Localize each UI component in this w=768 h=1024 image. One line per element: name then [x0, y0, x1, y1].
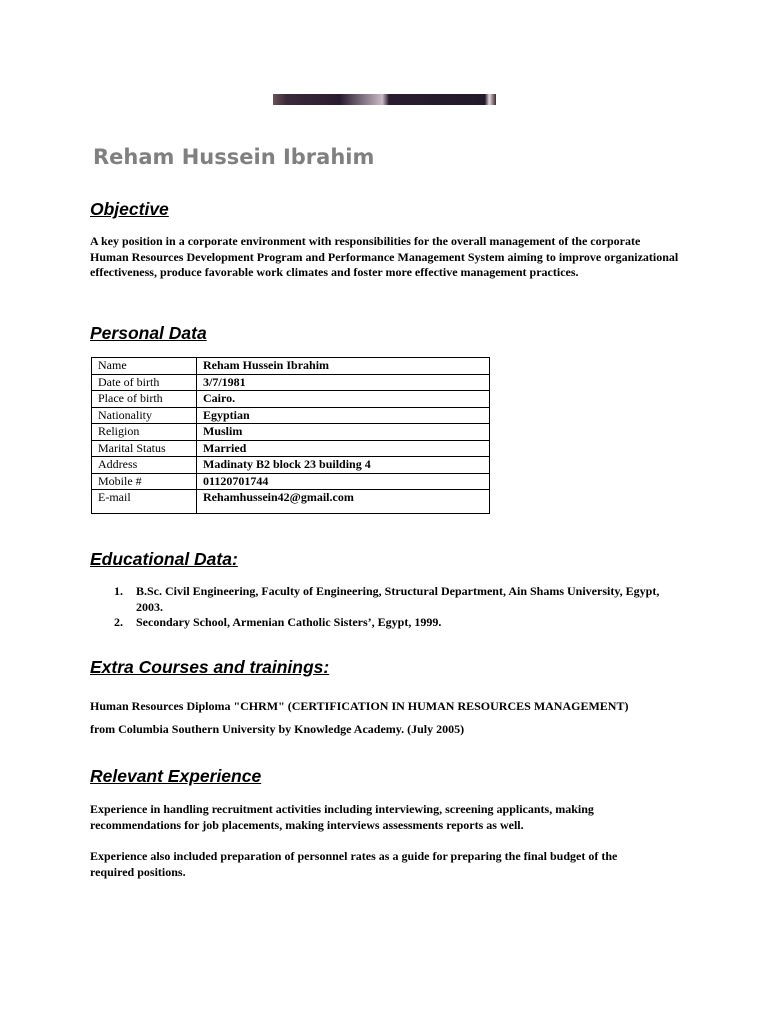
list-item — [90, 584, 660, 615]
row-label: Address — [92, 457, 197, 474]
experience-heading: Relevant Experience — [90, 766, 262, 786]
list-text: B.Sc. Civil Engineering, Faculty of Engineering, Structural Department, Ain Shams University, Egypt, 2003. — [136, 584, 660, 614]
row-value: 01120701744 — [197, 473, 490, 490]
row-label: Place of birth — [92, 391, 197, 408]
row-label: Mobile # — [92, 473, 197, 490]
list-number: 2. — [114, 615, 123, 629]
table-row — [92, 358, 490, 375]
row-label: E-mail — [92, 490, 197, 514]
row-value: Rehamhussein42@gmail.com — [197, 490, 490, 514]
row-value: Muslim — [197, 424, 490, 441]
table-row — [92, 490, 490, 514]
objective-heading: Objective — [90, 199, 169, 219]
table-row — [92, 424, 490, 441]
table-row — [92, 391, 490, 408]
experience-text-2: Experience also included preparation of personnel rates as a guide for preparing the final budget of the required positions. — [90, 849, 618, 879]
profile-photo — [273, 94, 496, 105]
row-value: 3/7/1981 — [197, 374, 490, 391]
table-row — [92, 473, 490, 490]
table-row — [92, 457, 490, 474]
list-number: 1. — [114, 584, 123, 598]
row-value: Reham Hussein Ibrahim — [197, 358, 490, 375]
candidate-name: Reham Hussein Ibrahim — [93, 145, 375, 169]
education-heading: Educational Data: — [90, 549, 238, 569]
personal-data-table — [91, 357, 490, 514]
row-label: Religion — [92, 424, 197, 441]
courses-line-1: Human Resources Diploma "CHRM" (CERTIFICATION IN HUMAN RESOURCES MANAGEMENT) — [90, 699, 629, 713]
table-row — [92, 440, 490, 457]
objective-text: A key position in a corporate environment with responsibilities for the overall management of the corporate Human Resources Development Program and Performance Management System aiming to improve organizational effectiveness, produce favorable work climates and foster more effective management practices. — [90, 234, 679, 279]
list-item — [90, 615, 660, 631]
personal-data-heading: Personal Data — [90, 323, 207, 343]
row-value: Cairo. — [197, 391, 490, 408]
courses-line-2: from Columbia Southern University by Knowledge Academy. (July 2005) — [90, 722, 465, 736]
education-list — [90, 584, 660, 631]
row-label: Date of birth — [92, 374, 197, 391]
row-value: Married — [197, 440, 490, 457]
row-label: Name — [92, 358, 197, 375]
row-label: Marital Status — [92, 440, 197, 457]
table-row — [92, 374, 490, 391]
row-value: Egyptian — [197, 407, 490, 424]
experience-text-1: Experience in handling recruitment activities including interviewing, screening applicants, making recommendations for job placements, making interviews assessments reports as well. — [90, 802, 594, 832]
list-text: Secondary School, Armenian Catholic Sisters’, Egypt, 1999. — [136, 615, 442, 629]
row-value: Madinaty B2 block 23 building 4 — [197, 457, 490, 474]
table-row — [92, 407, 490, 424]
row-label: Nationality — [92, 407, 197, 424]
courses-heading: Extra Courses and trainings: — [90, 657, 330, 677]
